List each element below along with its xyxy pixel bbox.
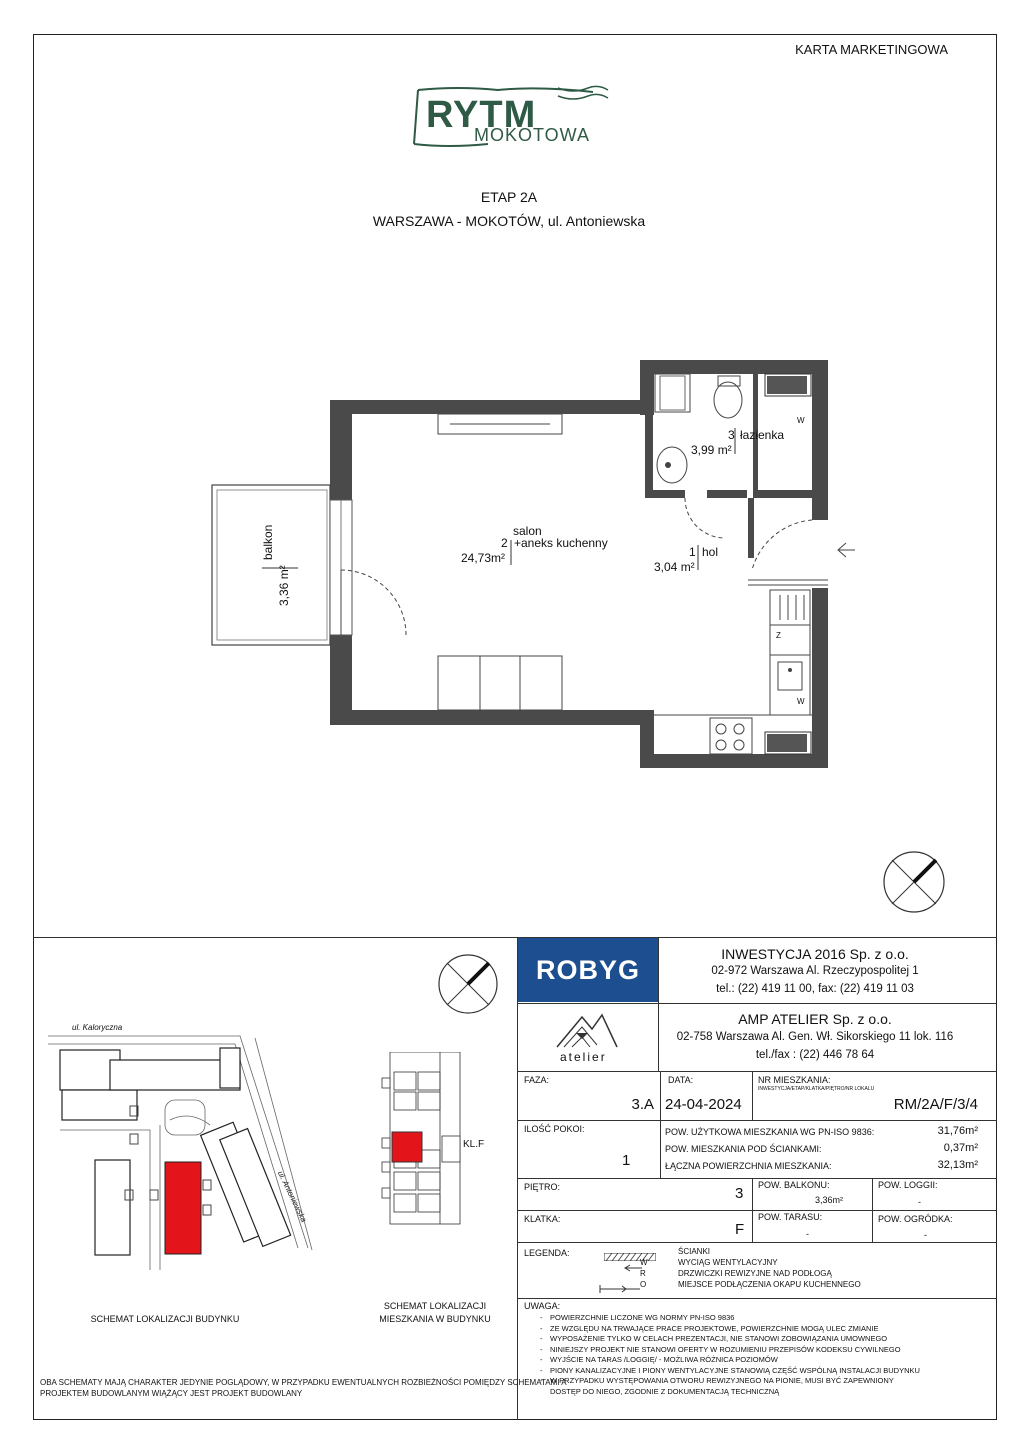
investor-phone: tel.: (22) 419 11 00, fax: (22) 419 11 03 (716, 983, 914, 995)
note-item: - WYJŚCIE NA TARAS /LOGGIĘ/ - MOŻLIWA RÓŻNICA POZIOMÓW (540, 1355, 920, 1366)
taras-label: POW. TARASU: (758, 1212, 823, 1222)
floor-plan (200, 350, 860, 780)
note-item: - WYPOSAŻENIE TYLKO W CELACH PREZENTACJI, NIE STANOWI ZOBOWIĄZANIA UMOWNEGO (540, 1334, 920, 1345)
ogrodek-value: - (924, 1230, 927, 1240)
section-divider (33, 937, 997, 938)
faza-label: FAZA: (524, 1075, 550, 1085)
hood-connection-icon (598, 1280, 642, 1288)
klatka-marker: KL.F (463, 1139, 485, 1150)
klatka-value: F (735, 1221, 745, 1238)
room1-name: hol (702, 545, 719, 559)
disclaimer-line1: OBA SCHEMATY MAJĄ CHARAKTER JEDYNIE POGLĄDOWY, W PRZYPADKU EWENTUALNYCH ROZBIEŻNOŚCI POMIĘDZY SCHEMATAMI A (40, 1378, 567, 1387)
pietro-value: 3 (735, 1185, 744, 1202)
room2-name-line2: +aneks kuchenny (514, 536, 608, 550)
kitchen-hood-marker: Z (776, 631, 781, 640)
room3-number: 3 (728, 428, 735, 442)
col-line-e (872, 1178, 873, 1242)
legend-label: LEGENDA: (524, 1248, 570, 1258)
building-location-map (40, 1030, 320, 1270)
nr-sublabel: INWESTYCJA/ETAP/KLATKA/PIĘTRO/NR LOKALU (758, 1086, 875, 1092)
pow-uzytkowa-label: POW. UŻYTKOWA MIESZKANIA WG PN-ISO 9836: (665, 1127, 875, 1137)
pow-sciany-value: 0,37m² (943, 1142, 978, 1154)
architect-address: 02-758 Warszawa Al. Gen. Wł. Sikorskiego 11 lok. 116 (676, 1031, 954, 1043)
balkon-value: 3,36m² (815, 1195, 844, 1205)
legend-item-revision: DRZWICZKI REWIZYJNE NAD PODŁOGĄ (678, 1269, 832, 1278)
room2-number: 2 (501, 536, 508, 550)
pokoi-label: ILOŚĆ POKOI: (524, 1124, 585, 1134)
pow-sciany-label: POW. MIESZKANIA POD ŚCIANKAMI: (665, 1144, 822, 1154)
balcony-area: 3,36 m² (277, 565, 291, 606)
caption-building: SCHEMAT LOKALIZACJI BUDYNKU (90, 1314, 240, 1324)
balcony-name: balkon (261, 524, 275, 560)
legend-item-walls: ŚCIANKI (678, 1247, 711, 1256)
notes-label: UWAGA: (524, 1301, 561, 1311)
logo-sub-text: MOKOTOWA (474, 125, 590, 145)
col-line-a (660, 1071, 661, 1120)
room3-area: 3,99 m² (691, 443, 732, 457)
nr-value: RM/2A/F/3/4 (893, 1096, 978, 1113)
vent-marker-bath: W (797, 416, 805, 425)
balkon-label: POW. BALKONU: (758, 1180, 830, 1190)
wall-hatch-icon (604, 1248, 656, 1256)
investor-name: INWESTYCJA 2016 Sp. z o.o. (721, 946, 909, 962)
pow-laczna-value: 32,13m² (937, 1159, 978, 1171)
atelier-brand: atelier (560, 1050, 607, 1064)
pokoi-value: 1 (622, 1152, 631, 1169)
room2-area: 24,73m² (461, 551, 506, 565)
flat-location-map (380, 1052, 465, 1227)
logo-main-text: RYTM (426, 94, 537, 136)
investor-address: 02-972 Warszawa Al. Rzeczypospolitej 1 (711, 965, 919, 977)
legend-item-vent: WYCIĄG WENTYLACYJNY (678, 1258, 778, 1267)
legend-item-hood: MIEJSCE PODŁĄCZENIA OKAPU KUCHENNEGO (678, 1280, 861, 1289)
row-line-4 (517, 1242, 997, 1243)
disclaimer-line2: PROJEKTEM BUDOWLANYM WIĄŻĄCY JEST PROJEKT BUDOWLANY (40, 1389, 303, 1398)
pietro-label: PIĘTRO: (524, 1182, 561, 1192)
note-item: - POWIERZCHNIE LICZONE WG NORMY PN-ISO 9836 (540, 1313, 920, 1324)
row-line-3 (517, 1210, 997, 1211)
note-item: - ZE WZGLĘDU NA TRWAJĄCE PRACE PROJEKTOWE, POWIERZCHNIE MOGĄ ULEC ZMIANIE (540, 1324, 920, 1335)
card-label: KARTA MARKETINGOWA (795, 42, 948, 57)
row-line-5 (517, 1298, 997, 1299)
vent-marker-kitchen: W (797, 697, 805, 706)
col-line-d (752, 1178, 753, 1242)
atelier-logo (552, 1007, 622, 1065)
note-item: - NINIEJSZY PROJEKT NIE STANOWI OFERTY W ROZUMIENIU PRZEPISÓW KODEKSU CYWILNEGO (540, 1345, 920, 1356)
faza-value: 3.A (631, 1096, 654, 1113)
compass-small-icon (436, 952, 500, 1016)
loggia-label: POW. LOGGII: (878, 1180, 938, 1190)
room1-number: 1 (689, 545, 696, 559)
investor-divider (517, 1003, 997, 1004)
pow-laczna-label: ŁĄCZNA POWIERZCHNIA MIESZKANIA: (665, 1161, 832, 1171)
street-antoniewska: ul. Antoniewska (275, 1169, 309, 1224)
architect-name: AMP ATELIER Sp. z o.o. (738, 1011, 892, 1027)
street-kaloryczna: ul. Kaloryczna (72, 1023, 123, 1032)
klatka-label: KLATKA: (524, 1214, 561, 1224)
taras-value: - (806, 1229, 809, 1239)
ogrodek-label: POW. OGRÓDKA: (878, 1214, 953, 1224)
logo-divider (658, 937, 659, 1071)
col-line-b (752, 1071, 753, 1120)
notes-list (540, 1313, 920, 1397)
room3-name: łazienka (740, 428, 785, 442)
note-item: - PIONY KANALIZACYJNE I PIONY WENTYLACYJNE STANOWIĄ CZĘŚĆ WSPÓLNĄ INSTALACJI BUDYNKU (540, 1366, 920, 1377)
architect-phone: tel./fax : (22) 446 78 64 (755, 1049, 875, 1061)
loggia-value: - (918, 1197, 921, 1207)
pow-uzytkowa-value: 31,76m² (937, 1125, 978, 1137)
legend-symbol-o: O (640, 1280, 647, 1289)
data-label: DATA: (668, 1075, 694, 1085)
data-value: 24-04-2024 (665, 1096, 742, 1113)
address-label: WARSZAWA - MOKOTÓW, ul. Antoniewska (372, 213, 646, 229)
nr-label: NR MIESZKANIA: (758, 1075, 831, 1085)
stage-label: ETAP 2A (480, 189, 538, 205)
details-top-line (517, 1071, 997, 1072)
room1-area: 3,04 m² (654, 560, 695, 574)
compass-icon (882, 850, 946, 914)
robyg-logo: ROBYG (518, 938, 658, 1002)
legend-symbol-w: W (640, 1258, 648, 1267)
row-line-2 (517, 1178, 997, 1179)
rytm-logo (408, 84, 613, 156)
caption-flat-line2: MIESZKANIA W BUDYNKU (379, 1314, 491, 1324)
legend-symbol-r: R (640, 1269, 646, 1278)
caption-flat-line1: SCHEMAT LOKALIZACJI (383, 1301, 487, 1311)
row-line-1 (517, 1120, 997, 1121)
col-line-c (660, 1120, 661, 1178)
note-item: - W PRZYPADKU WYSTĘPOWANIA OTWORU REWIZYJNEGO NA PIONIE, MUSI BYĆ ZAPEWNIONY DOSTĘP DO NIEGO, ZGODNIE Z DOKUMENTACJĄ TECHNICZNĄ (540, 1376, 910, 1397)
room2-name-line1: salon (513, 524, 542, 538)
